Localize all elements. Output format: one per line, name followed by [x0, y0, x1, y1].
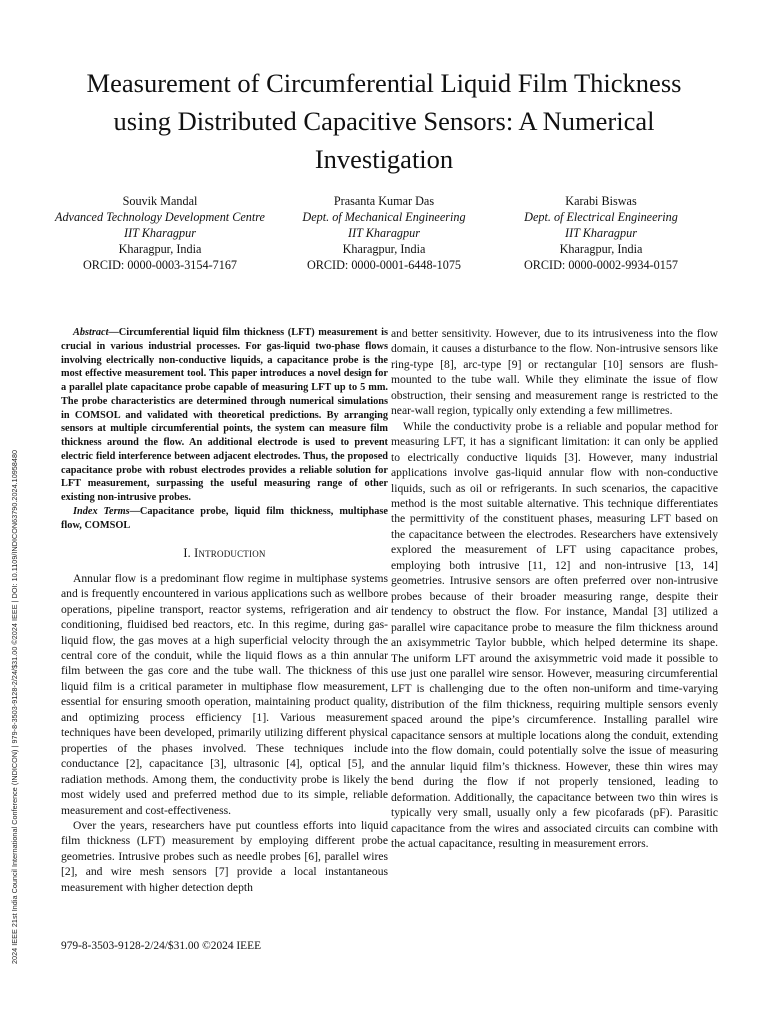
index-terms-text: —Capacitance probe, liquid film thickness, multiphase flow, COMSOL [61, 505, 388, 531]
index-terms [61, 505, 388, 533]
body-paragraph: While the conductivity probe is a reliable and popular method for measuring LFT, it has a significant limitation: it can only be applied to electrically conductive liquids [3]. However, many industrial applications involve gas-liquid annular flow with non-conductive liquids, such as oil or refrigerants. In such scenarios, the capacitive method is the most suitable alternative. This technique differentiates the permittivity of the constituent phases, measuring LFT based on the capacitance between the electrodes. Researchers have extensively explored the measurement of LFT using capacitance probes, employing both intrusive [11, 12] and non-intrusive [13, 14] geometries. Intrusive sensors are often preferred over non-intrusive probes because of their broader measuring range, despite their tendency to obstruct the flow. For instance, Mandal [3] utilized a parallel wire capacitance probe to measure the film thickness around an axisymmetric Taylor bubble, which helped determine its shape. The uniform LFT around the axisymmetric void made it possible to use just one parallel wire sensor. However, measuring circumferential LFT is challenging due to the often non-uniform and time-varying distribution of the film thickness, requiring multiple sensors evenly spaced around the pipe’s circumference. Installing parallel wire capacitance sensors at multiple locations along the conduit, extending into the flow domain, could potentially solve the issue of measuring the annular liquid film’s thickness. However, these thin wires may bend during the flow if not properly tensioned, leading to deformation. Additionally, the capacitance between two thin wires is typically very small, usually only a few picofarads (pF). Parasitic capacitance from the wires and associated circuits can combine with the actual capacitance, resulting in measurement errors. [391, 419, 718, 850]
side-publication-note: 2024 IEEE 21st India Council International Conference (INDICON) | 979-8-3503-9128-2/24/$31.00 ©2024 IEEE | DOI: 10.1109/INDICON63790.2024.10958480 [10, 449, 19, 964]
author-orcid: ORCID: 0000-0003-3154-7167 [82, 258, 238, 272]
section-title: Introduction [194, 546, 266, 561]
author-3 [481, 193, 721, 273]
author-affiliation: Dept. of Mechanical Engineering [302, 210, 466, 224]
left-column [61, 326, 388, 895]
author-institute: IIT Kharagpur [124, 226, 196, 240]
copyright-footer: 979-8-3503-9128-2/24/$31.00 ©2024 IEEE [61, 940, 262, 952]
author-name: Karabi Biswas [565, 194, 637, 208]
body-paragraph: and better sensitivity. However, due to its intrusiveness into the flow domain, it causes a disturbance to the flow. Non-intrusive sensors like ring-type [8], arc-type [9] or rectangular [10] sensors are flush-mounted to the tube wall. While they eliminate the issue of flow obstruction, their sensing and measurement range is restricted to the near-wall region, typically only extending a few millimetres. [391, 327, 718, 418]
abstract [61, 326, 388, 505]
author-orcid: ORCID: 0000-0001-6448-1075 [306, 258, 462, 272]
author-affiliation: Advanced Technology Development Centre [55, 210, 265, 224]
author-orcid: ORCID: 0000-0002-9934-0157 [523, 258, 679, 272]
paper-title: Measurement of Circumferential Liquid Film Thickness using Distributed Capacitive Sensors: A Numerical Investigation [86, 68, 682, 174]
author-location: Kharagpur, India [559, 242, 643, 256]
abstract-text: —Circumferential liquid film thickness (LFT) measurement is crucial in various industrial processes. For gas-liquid two-phase flows involving electrically non-conductive liquids, a capacitance probe is the most effective measurement tool. This paper introduces a novel design for a parallel plate capacitance probe capable of measuring LFT up to 5 mm. The probe characteristics are determined through numerical simulations in COMSOL and validated with theoretical predictions. By arranging sensors at multiple circumferential points, the system can measure film thickness around the flow. An additional electrode is used to prevent electric field interference between adjacent electrodes. Thus, the proposed capacitance probe with robust electrodes provides a reliable solution for LFT measurement, surpassing the useful measuring range of other existing non-intrusive probes. [61, 327, 388, 503]
body-paragraph: Annular flow is a predominant flow regime in multiphase systems and is frequently encountered in various applications such as wellbore operations, pipeline transport, reactor systems, refrigeration and air conditioning, fluidised bed reactors, etc. In this regime, during gas-liquid flow, the gas moves at a high superficial velocity through the central core of the conduit, while the liquid flows as a thin annular film between the gas core and the tube wall. The thickness of this liquid film is a critical parameter in multiphase flow measurement, essential for ensuring smooth operation, maintaining product quality, and optimizing process efficiency [1]. Various measurement techniques have been developed, primarily utilizing different physical properties of the phases involved. These techniques include conductance [2], capacitance [3], ultrasonic [4], optical [5], and radiation methods. Among them, the conductivity probe is likely the most widely used and preferred method due to its simple, reliable measurement and cost-effectiveness. [61, 571, 388, 817]
body-paragraph: Over the years, researchers have put countless efforts into liquid film thickness (LFT) measurement by employing different probe geometries. Intrusive probes such as needle probes [6], parallel wires [2], and wire mesh sensors [7] provide a local instantaneous measurement with higher detection depth [61, 818, 388, 894]
right-column [391, 326, 718, 851]
section-number: I. [183, 546, 191, 561]
section-heading [61, 546, 388, 561]
author-1 [40, 193, 280, 273]
author-institute: IIT Kharagpur [565, 226, 637, 240]
abstract-label: Abstract [73, 327, 109, 338]
author-2 [264, 193, 504, 273]
author-institute: IIT Kharagpur [348, 226, 420, 240]
author-affiliation: Dept. of Electrical Engineering [524, 210, 678, 224]
author-name: Souvik Mandal [122, 194, 198, 208]
author-location: Kharagpur, India [118, 242, 202, 256]
index-terms-label: Index Terms [73, 505, 130, 517]
author-name: Prasanta Kumar Das [333, 194, 435, 208]
author-location: Kharagpur, India [342, 242, 426, 256]
